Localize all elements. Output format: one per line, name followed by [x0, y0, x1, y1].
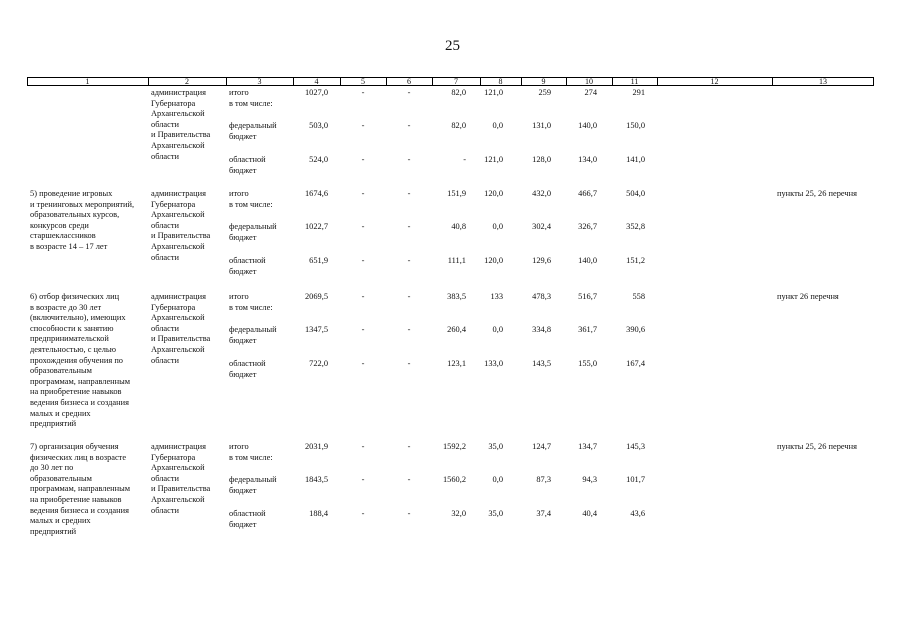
value-v7: 1592,2: [442, 442, 466, 451]
value-v6: -: [407, 155, 411, 164]
value-v9: 259: [538, 88, 551, 97]
funding-source: итого в том числе:: [229, 189, 273, 209]
value-v10: 516,7: [578, 292, 597, 301]
header-separator: [386, 77, 387, 86]
value-v8: 0,0: [492, 121, 503, 130]
funding-source: итого в том числе:: [229, 442, 273, 462]
value-v6: -: [407, 475, 411, 484]
value-v5: -: [361, 475, 365, 484]
executor: администрация Губернатора Архангельской области и Правительства Архангельской области: [151, 189, 211, 262]
header-separator: [148, 77, 149, 86]
value-v4: 188,4: [309, 509, 328, 518]
executor: администрация Губернатора Архангельской области и Правительства Архангельской области: [151, 442, 211, 515]
funding-source: областной бюджет: [229, 359, 266, 379]
funding-source: федеральный бюджет: [229, 121, 277, 141]
value-v11: 558: [632, 292, 645, 301]
value-v6: -: [407, 88, 411, 97]
reference-note: пункты 25, 26 перечня: [777, 189, 857, 198]
value-v8: 35,0: [488, 509, 503, 518]
value-v9: 334,8: [532, 325, 551, 334]
value-v9: 129,6: [532, 256, 551, 265]
value-v11: 352,8: [626, 222, 645, 231]
value-v8: 121,0: [484, 88, 503, 97]
value-v7: 32,0: [451, 509, 466, 518]
value-v11: 43,6: [630, 509, 645, 518]
value-v11: 150,0: [626, 121, 645, 130]
executor: администрация Губернатора Архангельской области и Правительства Архангельской области: [151, 88, 211, 161]
value-v4: 1022,7: [304, 222, 328, 231]
header-separator: [293, 77, 294, 86]
value-v10: 155,0: [578, 359, 597, 368]
value-v4: 1843,5: [304, 475, 328, 484]
header-col-7: 7: [454, 77, 458, 86]
value-v10: 94,3: [582, 475, 597, 484]
value-v7: 151,9: [447, 189, 466, 198]
value-v7: 111,1: [447, 256, 466, 265]
value-v9: 128,0: [532, 155, 551, 164]
value-v4: 2069,5: [304, 292, 328, 301]
value-v8: 0,0: [492, 325, 503, 334]
measure-name: 6) отбор физических лиц в возрасте до 30 лет (включительно), имеющих способности к занятию предпринимательской деятельностью, с целью прохождения обучения по образовательным программам, направленным на приобретение навыков ведения бизнеса и создания малых и средних предприятий: [30, 292, 131, 429]
value-v5: -: [361, 222, 365, 231]
funding-source: областной бюджет: [229, 509, 266, 529]
value-v6: -: [407, 359, 411, 368]
header-col-8: 8: [498, 77, 503, 86]
value-v11: 101,7: [626, 475, 645, 484]
value-v6: -: [407, 509, 411, 518]
value-v6: -: [407, 292, 411, 301]
header-col-12: 12: [710, 77, 719, 86]
value-v6: -: [407, 442, 411, 451]
value-v4: 524,0: [309, 155, 328, 164]
value-v4: 722,0: [309, 359, 328, 368]
value-v4: 1347,5: [304, 325, 328, 334]
value-v11: 167,4: [626, 359, 645, 368]
value-v9: 87,3: [536, 475, 551, 484]
value-v8: 133,0: [484, 359, 503, 368]
value-v11: 145,3: [626, 442, 645, 451]
funding-source: областной бюджет: [229, 155, 266, 175]
value-v7: 123,1: [447, 359, 466, 368]
value-v5: -: [361, 442, 365, 451]
value-v7: 40,8: [451, 222, 466, 231]
reference-note: пункт 26 перечня: [777, 292, 839, 301]
value-v7: 82,0: [451, 88, 466, 97]
measure-name: 5) проведение игровых и тренинговых мероприятий, образовательных курсов, конкурсов среди старшеклассников в возрасте 14 – 17 лет: [30, 189, 135, 251]
value-v8: 120,0: [484, 256, 503, 265]
value-v4: 651,9: [309, 256, 328, 265]
header-col-11: 11: [630, 77, 639, 86]
measure-name: 7) организация обучения физических лиц в возрасте до 30 лет по образовательным программам, направленным на приобретение навыков ведения бизнеса и создания малых и средних предприятий: [30, 442, 131, 536]
page-number: 25: [445, 38, 460, 54]
value-v9: 478,3: [532, 292, 551, 301]
value-v8: 0,0: [492, 222, 503, 231]
funding-source: федеральный бюджет: [229, 222, 277, 242]
header-separator: [612, 77, 613, 86]
value-v10: 134,7: [578, 442, 597, 451]
funding-source: итого в том числе:: [229, 88, 273, 108]
value-v10: 361,7: [578, 325, 597, 334]
header-col-13: 13: [819, 77, 827, 86]
value-v8: 120,0: [484, 189, 503, 198]
header-separator: [566, 77, 567, 86]
value-v7: 82,0: [451, 121, 466, 130]
header-separator: [772, 77, 773, 86]
value-v11: 390,6: [626, 325, 645, 334]
header-col-6: 6: [407, 77, 411, 86]
value-v5: -: [361, 155, 365, 164]
header-separator: [521, 77, 522, 86]
value-v4: 2031,9: [304, 442, 328, 451]
funding-source: федеральный бюджет: [229, 475, 277, 495]
value-v5: -: [361, 256, 365, 265]
value-v8: 35,0: [488, 442, 503, 451]
value-v7: 383,5: [447, 292, 466, 301]
value-v9: 124,7: [532, 442, 551, 451]
value-v10: 40,4: [582, 509, 597, 518]
value-v11: 141,0: [626, 155, 645, 164]
value-v7: 260,4: [447, 325, 466, 334]
header-col-9: 9: [541, 77, 546, 86]
header-col-4: 4: [314, 77, 319, 86]
reference-note: пункты 25, 26 перечня: [777, 442, 857, 451]
value-v6: -: [407, 222, 411, 231]
value-v6: -: [407, 121, 411, 130]
header-separator: [480, 77, 481, 86]
value-v4: 1027,0: [304, 88, 328, 97]
value-v8: 0,0: [492, 475, 503, 484]
value-v11: 151,2: [626, 256, 645, 265]
value-v9: 143,5: [532, 359, 551, 368]
header-separator: [657, 77, 658, 86]
value-v10: 140,0: [578, 121, 597, 130]
funding-source: итого в том числе:: [229, 292, 273, 312]
value-v9: 302,4: [532, 222, 551, 231]
value-v4: 503,0: [309, 121, 328, 130]
value-v10: 140,0: [578, 256, 597, 265]
value-v9: 37,4: [536, 509, 551, 518]
value-v11: 291: [632, 88, 645, 97]
value-v6: -: [407, 256, 411, 265]
value-v9: 131,0: [532, 121, 551, 130]
value-v5: -: [361, 189, 365, 198]
value-v5: -: [361, 88, 365, 97]
header-separator: [226, 77, 227, 86]
header-col-5: 5: [361, 77, 365, 86]
value-v7: -: [463, 155, 466, 164]
header-col-10: 10: [585, 77, 593, 86]
value-v5: -: [361, 359, 365, 368]
value-v5: -: [361, 121, 365, 130]
value-v10: 326,7: [578, 222, 597, 231]
header-col-1: 1: [85, 77, 90, 86]
value-v9: 432,0: [532, 189, 551, 198]
value-v8: 133: [490, 292, 503, 301]
value-v10: 466,7: [578, 189, 597, 198]
value-v7: 1560,2: [442, 475, 466, 484]
value-v10: 134,0: [578, 155, 597, 164]
value-v5: -: [361, 509, 365, 518]
executor: администрация Губернатора Архангельской области и Правительства Архангельской области: [151, 292, 211, 365]
value-v5: -: [361, 325, 365, 334]
value-v8: 121,0: [484, 155, 503, 164]
funding-source: областной бюджет: [229, 256, 266, 276]
header-col-2: 2: [185, 77, 189, 86]
value-v5: -: [361, 292, 365, 301]
value-v4: 1674,6: [304, 189, 328, 198]
value-v11: 504,0: [626, 189, 645, 198]
header-col-3: 3: [257, 77, 262, 86]
funding-source: федеральный бюджет: [229, 325, 277, 345]
value-v6: -: [407, 325, 411, 334]
header-separator: [340, 77, 341, 86]
value-v10: 274: [584, 88, 597, 97]
value-v6: -: [407, 189, 411, 198]
header-separator: [432, 77, 433, 86]
